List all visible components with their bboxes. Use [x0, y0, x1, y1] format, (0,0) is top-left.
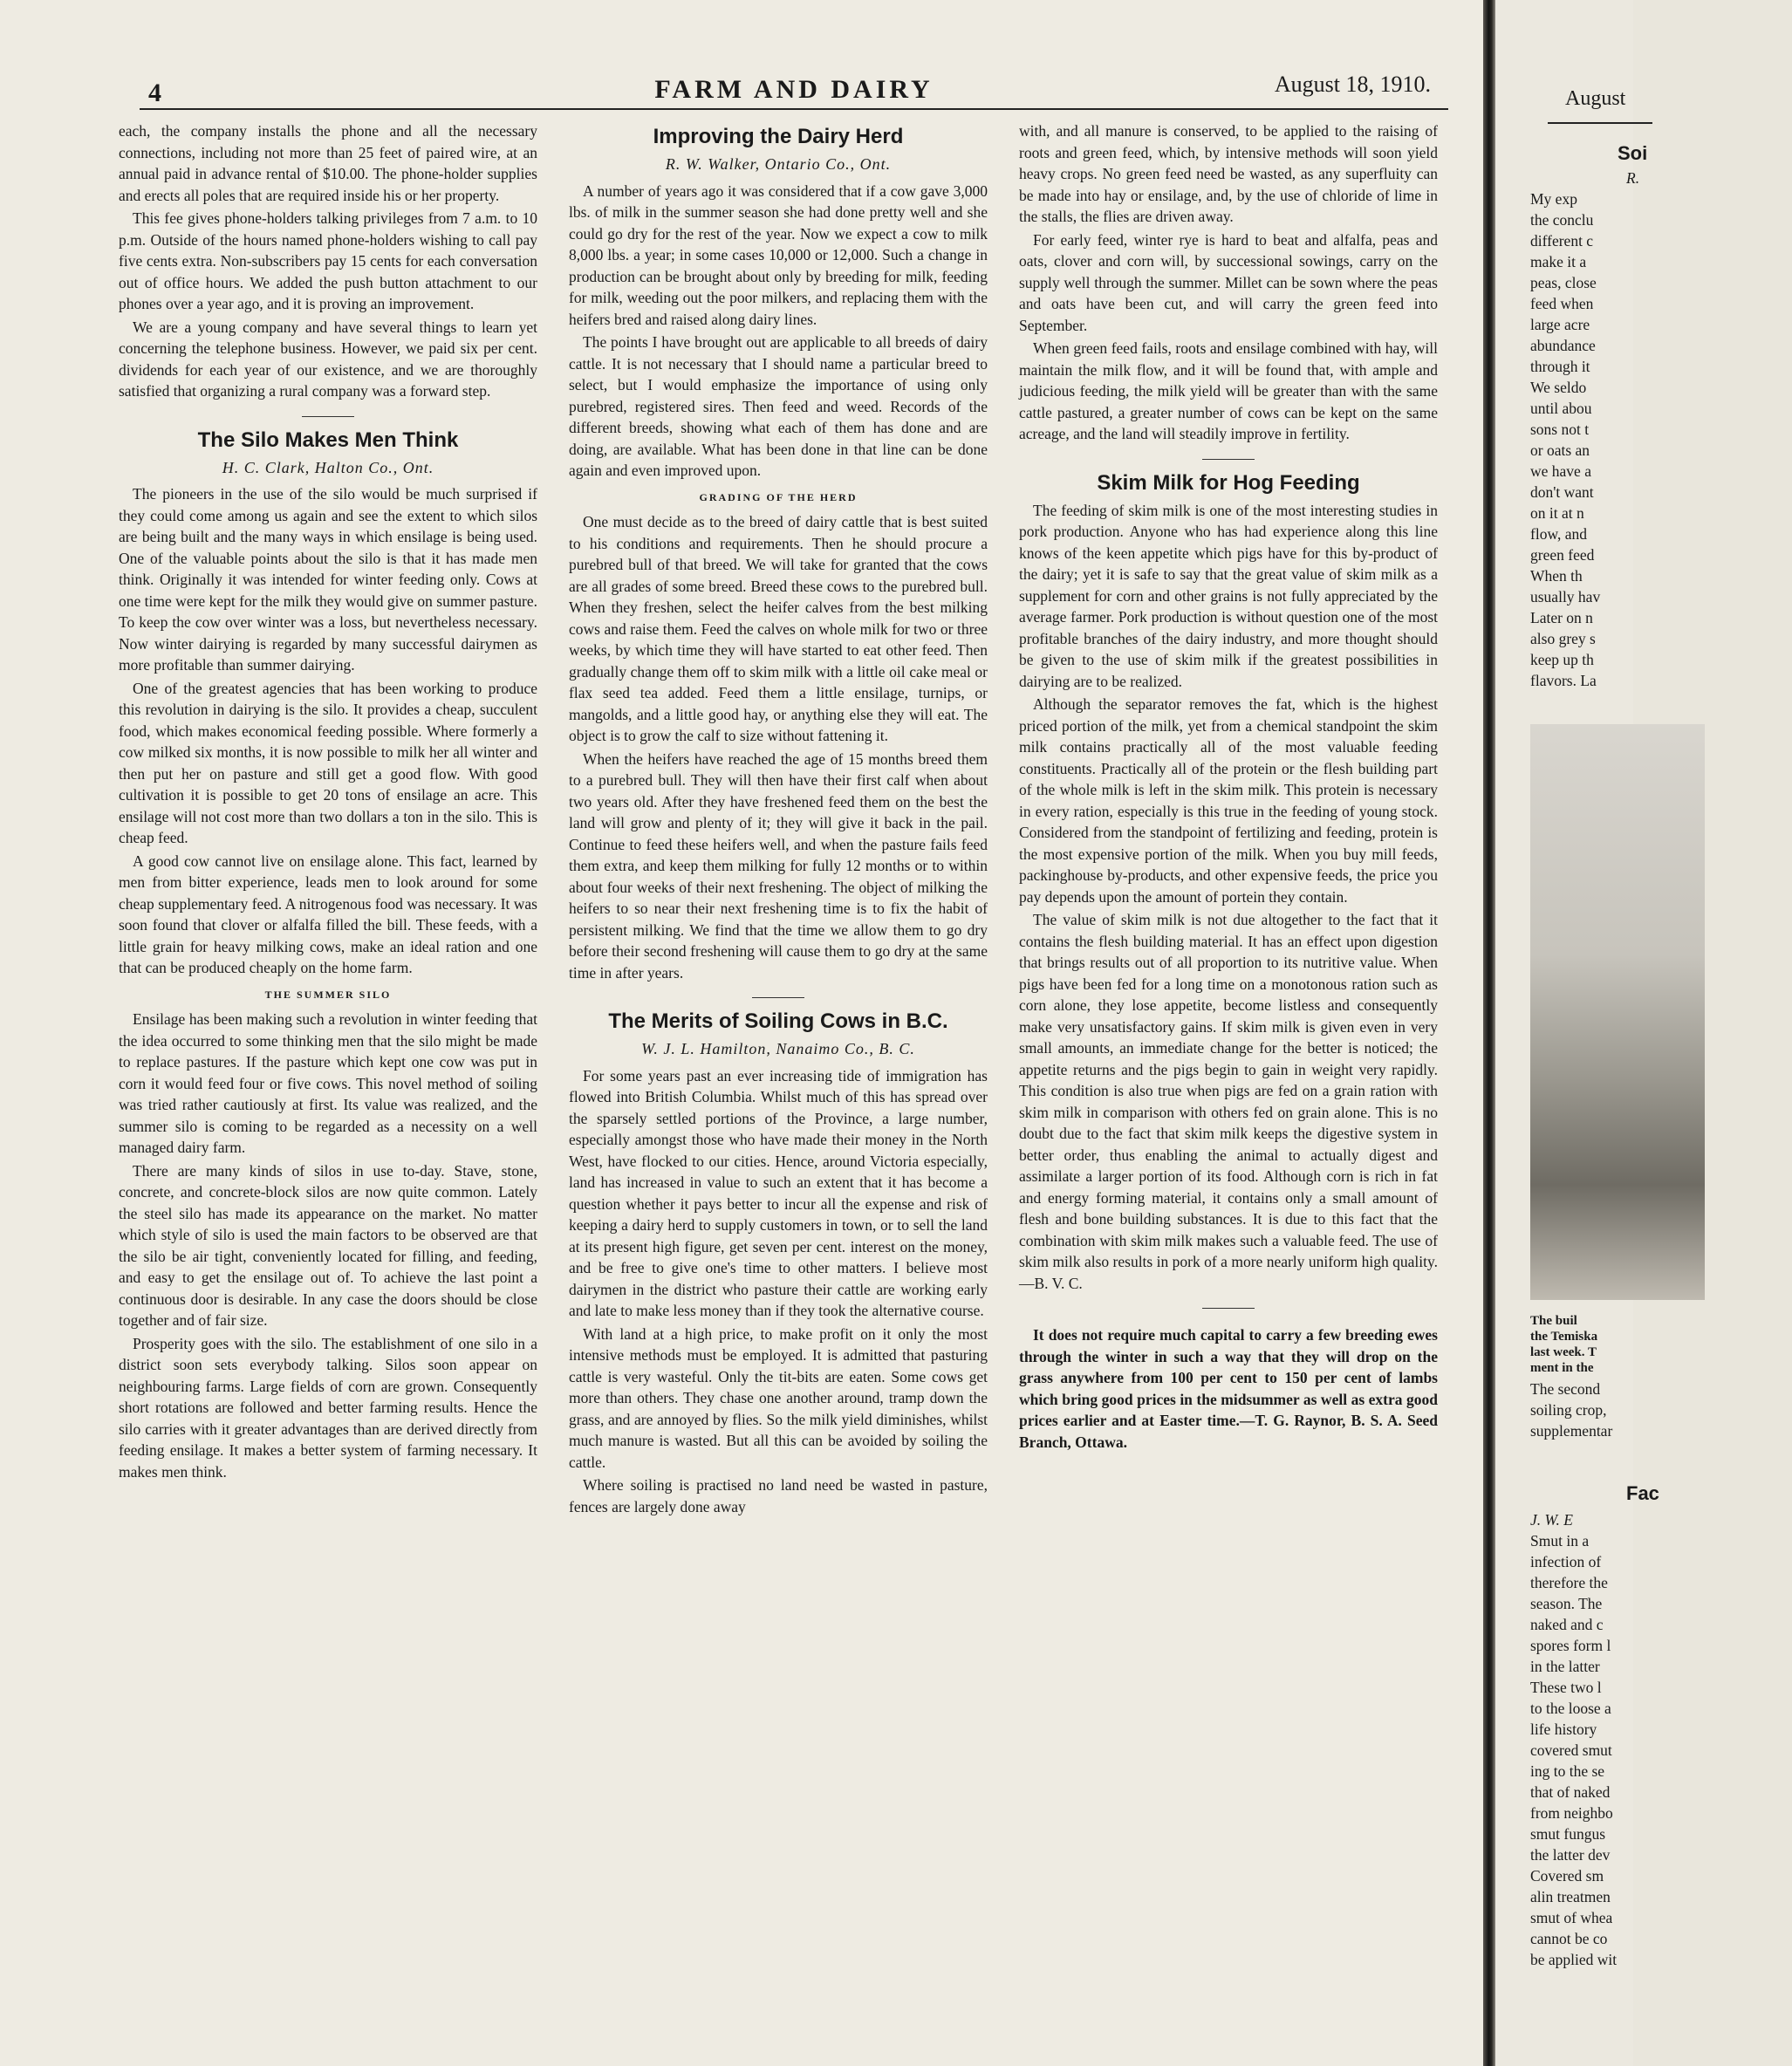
divider: [752, 997, 804, 998]
adjacent-line: When th: [1530, 567, 1583, 585]
article-title-bc: The Merits of Soiling Cows in B.C.: [608, 1009, 948, 1033]
adjacent-line: smut of whea: [1530, 1909, 1613, 1926]
adjacent-line: therefore the: [1530, 1574, 1608, 1591]
adjacent-line: These two l: [1530, 1679, 1602, 1696]
subheading: THE SUMMER SILO: [264, 988, 392, 1001]
adjacent-line: the conclu: [1530, 211, 1594, 229]
subheading: GRADING OF THE HERD: [699, 490, 858, 503]
adjacent-line: Covered sm: [1530, 1867, 1604, 1885]
adjacent-line: large acre: [1530, 316, 1590, 333]
adjacent-line: peas, close: [1530, 274, 1597, 291]
article-title-silo: The Silo Makes Men Think: [197, 428, 459, 452]
adjacent-line: in the latter: [1530, 1658, 1600, 1675]
adjacent-photo: [1530, 724, 1705, 1300]
paragraph: The feeding of skim milk is one of the most interesting studies in pork production. Anyone who has had experience along this line knows of the keen appetite which pigs have for this by-product of the dairy; yet it is safe to say that the great value of skim milk as a supplement for corn and other grains is not fully appreciated by the average farmer. Pork production is without question one of the most profitable branches of the dairy industry, and more thought should be given to the use of skim milk if the greatest possibilities in dairying are to be realized.: [1019, 501, 1438, 690]
article-title-hog: Skim Milk for Hog Feeding: [1097, 470, 1360, 495]
adjacent-line: Later on n: [1530, 609, 1593, 626]
adjacent-line: flavors. La: [1530, 672, 1597, 689]
adjacent-line: ment in the: [1530, 1361, 1594, 1375]
paragraph: There are many kinds of silos in use to-day. Stave, stone, concrete, and concrete-block silos are now quite common. Lately the steel silo has made its appearance on the market. No matter which style of silo is used the main factors to be observed are that the silo be air tight, conveniently located for filling, and feeding, and easy to get the ensilage out of. To achieve the last point a continuous door is desirable. In any case the doors should be close together and of fair size.: [119, 1161, 537, 1329]
paragraph: For some years past an ever increasing tide of immigration has flowed into British Columbia. Whilst much of this has spread over the sparsely settled portions of the Province, a large number, especially amongst those who have made their money in the North West, have flocked to our cities. Hence, around Victoria especially, land has increased in value to such an extent that it has become a question whether it pays better to incur all the expense and risk of keeping a dairy herd to supply customers in town, or to sell the land at its present high figure, get seven per cent. interest on the money, and be free to give one's time to other matters. I believe most dairymen in the district who pasture their cattle are working early and late to make less money than if they took the alternative course.: [569, 1066, 988, 1319]
adjacent-line: smut fungus: [1530, 1825, 1606, 1843]
adjacent-line: My exp: [1530, 190, 1577, 208]
adjacent-line: supplementar: [1530, 1422, 1613, 1440]
adjacent-line: green feed: [1530, 546, 1595, 564]
adjacent-line: season. The: [1530, 1595, 1603, 1612]
adjacent-line: make it a: [1530, 253, 1587, 270]
paragraph: each, the company installs the phone and all the necessary connections, including not more than 25 feet of paired wire, at an annual paid in advance rental of $10.00. The phone-holder supplies and erects all poles that are required inside his or her property.: [119, 122, 537, 204]
adjacent-text-bottom: [1530, 1378, 1792, 1970]
paragraph: Ensilage has been making such a revolution in winter feeding that the idea occurred to some thinking men that the silo might be made to replace pastures. If the pasture which kept one cow was put in corn it would feed four or five cows. This novel method of soiling was tried rather cautiously at first. Its value was realized, and the summer silo is coming to be regarded as a necessity on a well managed dairy farm.: [119, 1010, 537, 1156]
adjacent-line: covered smut: [1530, 1741, 1612, 1759]
adjacent-line: we have a: [1530, 462, 1591, 480]
byline: W. J. L. Hamilton, Nanaimo Co., B. C.: [641, 1040, 915, 1057]
column-3: [1019, 120, 1438, 1987]
paragraph: For early feed, winter rye is hard to beat and alfalfa, peas and oats, clover and corn will, by successional sowings, carry on the supply well through the summer. Millet can be sown where the peas and oats have been cut, and will carry the green feed into September.: [1019, 230, 1438, 334]
adjacent-line: last week. T: [1530, 1345, 1597, 1359]
adjacent-line: feed when: [1530, 295, 1594, 312]
column-2: [569, 120, 988, 1987]
issue-date: August 18, 1910.: [1274, 72, 1431, 97]
divider: [1202, 459, 1255, 460]
adjacent-line: flow, and: [1530, 525, 1587, 543]
paragraph: A number of years ago it was considered that if a cow gave 3,000 lbs. of milk in the summer season she had done pretty well and she could go dry for the rest of the year. Now we expect a cow to milk 8,000 lbs. a year; in some cases 10,000 or 12,000. Such a change in production can be brought about only by breeding for milk, feeding for milk, weeding out the poor milkers, and replacing them with the heifers bred and raised along dairy lines.: [569, 181, 988, 328]
adjacent-line: from neighbo: [1530, 1804, 1613, 1822]
divider: [1202, 1308, 1255, 1309]
page-header: [140, 72, 1448, 106]
column-1: [119, 120, 537, 1987]
paragraph: When the heifers have reached the age of 15 months breed them to a purebred bull. They will then have their first calf when about two years old. After they have freshened feed them on the best the land will grow and plenty of it; they will give it back in the pail. Continue to feed these heifers well, and when the pasture fails feed them extra, and keep them milking for fully 12 months or to within about four weeks of their next freshening. The object of milking the heifers to so near their next freshening time is to fix the habit of persistent milking. We find that the time we allow them to go dry before their second freshening will cause them to go dry at the same time in after years.: [569, 749, 988, 982]
adjacent-lines: [1530, 1378, 1792, 1441]
adjacent-lines: [1530, 1530, 1792, 1970]
header-rule: [140, 108, 1448, 110]
paragraph: Although the separator removes the fat, which is the highest priced portion of the milk, yet from a chemical standpoint the skim milk contains practically all of the most valuable feeding constituents. Practically all of the protein or the flesh building part of the whole milk is left in the skim milk. This protein is necessary in every ration, especially is this true in the feeding of young stock. Considered from the standpoint of fertilizing and feeding, protein is the most expensive portion of the milk. When you buy mill feeds, packinghouse by-products, and other expensive feeds, the price you pay depends upon the amount of portein they contain.: [1019, 695, 1438, 906]
adjacent-byline-2: J. W. E: [1530, 1511, 1573, 1529]
paragraph: This fee gives phone-holders talking privileges from 7 a.m. to 10 p.m. Outside of the hours named phone-holders wishing to call pay five cents extra. Non-subscribers pay 15 cents for each conversation out of office hours. We added the push button attachment to our phones over a year ago, and it is proving an improvement.: [119, 209, 537, 312]
adjacent-caption: [1530, 1313, 1705, 1376]
adjacent-header: August: [1565, 87, 1626, 110]
paragraph: One must decide as to the breed of dairy cattle that is best suited to his conditions and requirements. Then he should procure a purebred bull of that breed. We will take for granted that the cows are all grades of some breed. Breed these cows to the purebred bull. When they freshen, select the heifer calves from the best milking cows and raise them. Feed the calves on whole milk for two or three weeks, by which time they will have started to eat other feed. Then gradually change them off to skim milk with a little oil cake meal or flax seed tea added. Feed them a little ensilage, turnips, or mangolds, and a little good hay, or anything else they will eat. The object is to grow the calf to size without fattening it.: [569, 513, 988, 744]
adjacent-line: that of naked: [1530, 1783, 1611, 1801]
paragraph: The points I have brought out are applicable to all breeds of dairy cattle. It is not necessary that I should name a particular breed to select, but I would emphasize the importance of using only purebred, registered sires. Then feed and weed. Records of the different breeds, showing what each of them has done and are doing, are available. What has been done in that line can be done again and even improved upon.: [569, 333, 988, 479]
adjacent-line: until abou: [1530, 400, 1592, 417]
paragraph: Prosperity goes with the silo. The establishment of one silo in a district soon sets everybody talking. Silos soon appear on neighbouring farms. Large fields of corn are grown. Consequently short rotations are followed and better farming results. Hence the silo carries with it greater advantages than are derived directly from feeding ensilage. It makes a better system of farming necessary. It makes men think.: [119, 1334, 537, 1481]
adjacent-line: keep up th: [1530, 651, 1594, 668]
adjacent-line: different c: [1530, 232, 1594, 250]
adjacent-line: don't want: [1530, 483, 1594, 501]
page-number: 4: [148, 79, 161, 107]
adjacent-line: naked and c: [1530, 1616, 1604, 1633]
adjacent-page-fragment: [1495, 0, 1659, 2066]
adjacent-line: be applied wit: [1530, 1951, 1618, 1968]
adjacent-line: also grey s: [1530, 630, 1596, 647]
adjacent-line: or oats an: [1530, 441, 1590, 459]
ewes-note: It does not require much capital to carry a few breeding ewes through the winter in such a way that they will drop on the grass anywhere from 100 per cent to 150 per cent of lambs which bring good prices in the midsummer as well as extra good prices earlier and at Easter time.—T. G. Raynor, B. S. A. Seed Branch, Ottawa.: [1019, 1326, 1438, 1451]
byline: H. C. Clark, Halton Co., Ont.: [222, 458, 434, 476]
adjacent-line: spores form l: [1530, 1637, 1611, 1654]
adjacent-line: abundance: [1530, 337, 1596, 354]
masthead: FARM AND DAIRY: [654, 75, 934, 104]
binding-gutter: [1483, 0, 1495, 2066]
adjacent-line: The buil: [1530, 1314, 1577, 1328]
paragraph: Where soiling is practised no land need be wasted in pasture, fences are largely done away: [569, 1476, 988, 1515]
adjacent-line: soiling crop,: [1530, 1401, 1607, 1419]
adjacent-lines: [1530, 188, 1792, 691]
adjacent-line: ing to the se: [1530, 1762, 1605, 1780]
adjacent-text-top: [1530, 140, 1792, 691]
paragraph: with, and all manure is conserved, to be applied to the raising of roots and green feed, which, by intensive methods will soon yield heavy crops. No green feed need be wasted, as any superfluity can be made into hay or ensilage, and, by the use of chloride of lime in the stalls, the flies are driven away.: [1019, 122, 1438, 225]
adjacent-line: cannot be co: [1530, 1930, 1608, 1947]
adjacent-line: We seldo: [1530, 379, 1587, 396]
adjacent-line: The second: [1530, 1380, 1601, 1398]
adjacent-title-2: Fac: [1626, 1482, 1659, 1504]
divider: [302, 416, 354, 417]
adjacent-line: the Temiska: [1530, 1330, 1598, 1344]
paragraph: The value of skim milk is not due altogether to the fact that it contains the flesh building material. It has an effect upon digestion that brings results out of all proportion to its nutritive value. When pigs have been fed for a long time on a monotonous ration such as corn alone, they lose appetite, become listless and consequently make very unsatisfactory gains. If skim milk is given even in very small amounts, an immediate change for the better is noticed; the appetite returns and the pigs begin to gain in weight very rapidly. This condition is also true when pigs are fed on a grain ration with skim milk in comparison with others fed on grain alone. This is no doubt due to the fact that skim milk keeps the digestive system in better order, thus enabling the animal to actually digest and assimilate a larger portion of its food. Although corn is rich in fat and energy forming material, it contains only a small amount of flesh and bone building substances. It is due to this fact that the combination with skim milk makes such a valuable feed. The use of skim milk also results in pork of a more nearly uniform high quality.—B. V. C.: [1019, 911, 1438, 1292]
paragraph: One of the greatest agencies that has been working to produce this revolution in dairying is the silo. It provides a cheap, succulent food, which makes economical feeding possible. Where formerly a cow milked six months, it is now possible to milk her all winter and then put her on pasture and still get a good flow. With good cultivation it is possible to get 20 tons of ensilage an acre. This ensilage will not cost more than two dollars a ton in the silo. This is cheap feed.: [119, 679, 537, 846]
paragraph: A good cow cannot live on ensilage alone. This fact, learned by men from bitter experience, leads men to look around for some cheap supplementary feed. A nitrogenous food was necessary. It was soon found that clover or alfalfa filled the bill. These feeds, with a little grain for heavy milking cows, make an ideal ration and one that can be produced cheaply on the home farm.: [119, 852, 537, 976]
adjacent-line: life history: [1530, 1721, 1597, 1738]
adjacent-line: usually hav: [1530, 588, 1601, 605]
article-title-herd: Improving the Dairy Herd: [653, 125, 904, 148]
paragraph: When green feed fails, roots and ensilage combined with hay, will maintain the milk flow, and it will be found that, with ample and judicious feeding, the milk yield will be greater than with the same cattle pastured, a greater number of cows can be kept on the same acreage, and the land will steadily improve in fertility.: [1019, 339, 1438, 442]
paragraph: With land at a high price, to make profit on it only the most intensive methods must be employed. It is admitted that pasturing cattle is very wasteful. Only the tit-bits are eaten. Some cows get more than others. They chase one another around, tramp down the grass, and are annoyed by flies. So the milk yield diminishes, whilst much manure is wasted. But all this can be avoided by soiling the cattle.: [569, 1324, 988, 1471]
adjacent-line: alin treatmen: [1530, 1888, 1611, 1905]
adjacent-line: on it at n: [1530, 504, 1584, 522]
adjacent-line: infection of: [1530, 1553, 1602, 1570]
adjacent-title: Soi: [1618, 142, 1648, 164]
paragraph: We are a young company and have several things to learn yet concerning the telephone business. However, we paid six per cent. dividends for each year of our existence, and we are thoroughly satisfied that organizing a rural company was a forward step.: [119, 318, 537, 400]
adjacent-line: to the loose a: [1530, 1700, 1611, 1717]
adjacent-line: through it: [1530, 358, 1590, 375]
adjacent-byline: R.: [1626, 169, 1640, 187]
adjacent-rule: [1548, 122, 1652, 124]
byline: R. W. Walker, Ontario Co., Ont.: [665, 155, 892, 173]
adjacent-line: Smut in a: [1530, 1532, 1590, 1550]
paragraph: The pioneers in the use of the silo would be much surprised if they could come among us again and see the extent to which silos are being built and the many ways in which ensilage is being used. One of the valuable points about the silo is that it has made men think. Originally it was intended for winter feeding only. Cows at one time were kept for the milk they would give on summer pasture. To keep the cow over winter was a loss, but nevertheless necessary. Now winter dairying is regarded by many successful dairymen as more profitable than summer dairying.: [119, 485, 537, 674]
adjacent-line: the latter dev: [1530, 1846, 1611, 1864]
adjacent-line: sons not t: [1530, 421, 1590, 438]
